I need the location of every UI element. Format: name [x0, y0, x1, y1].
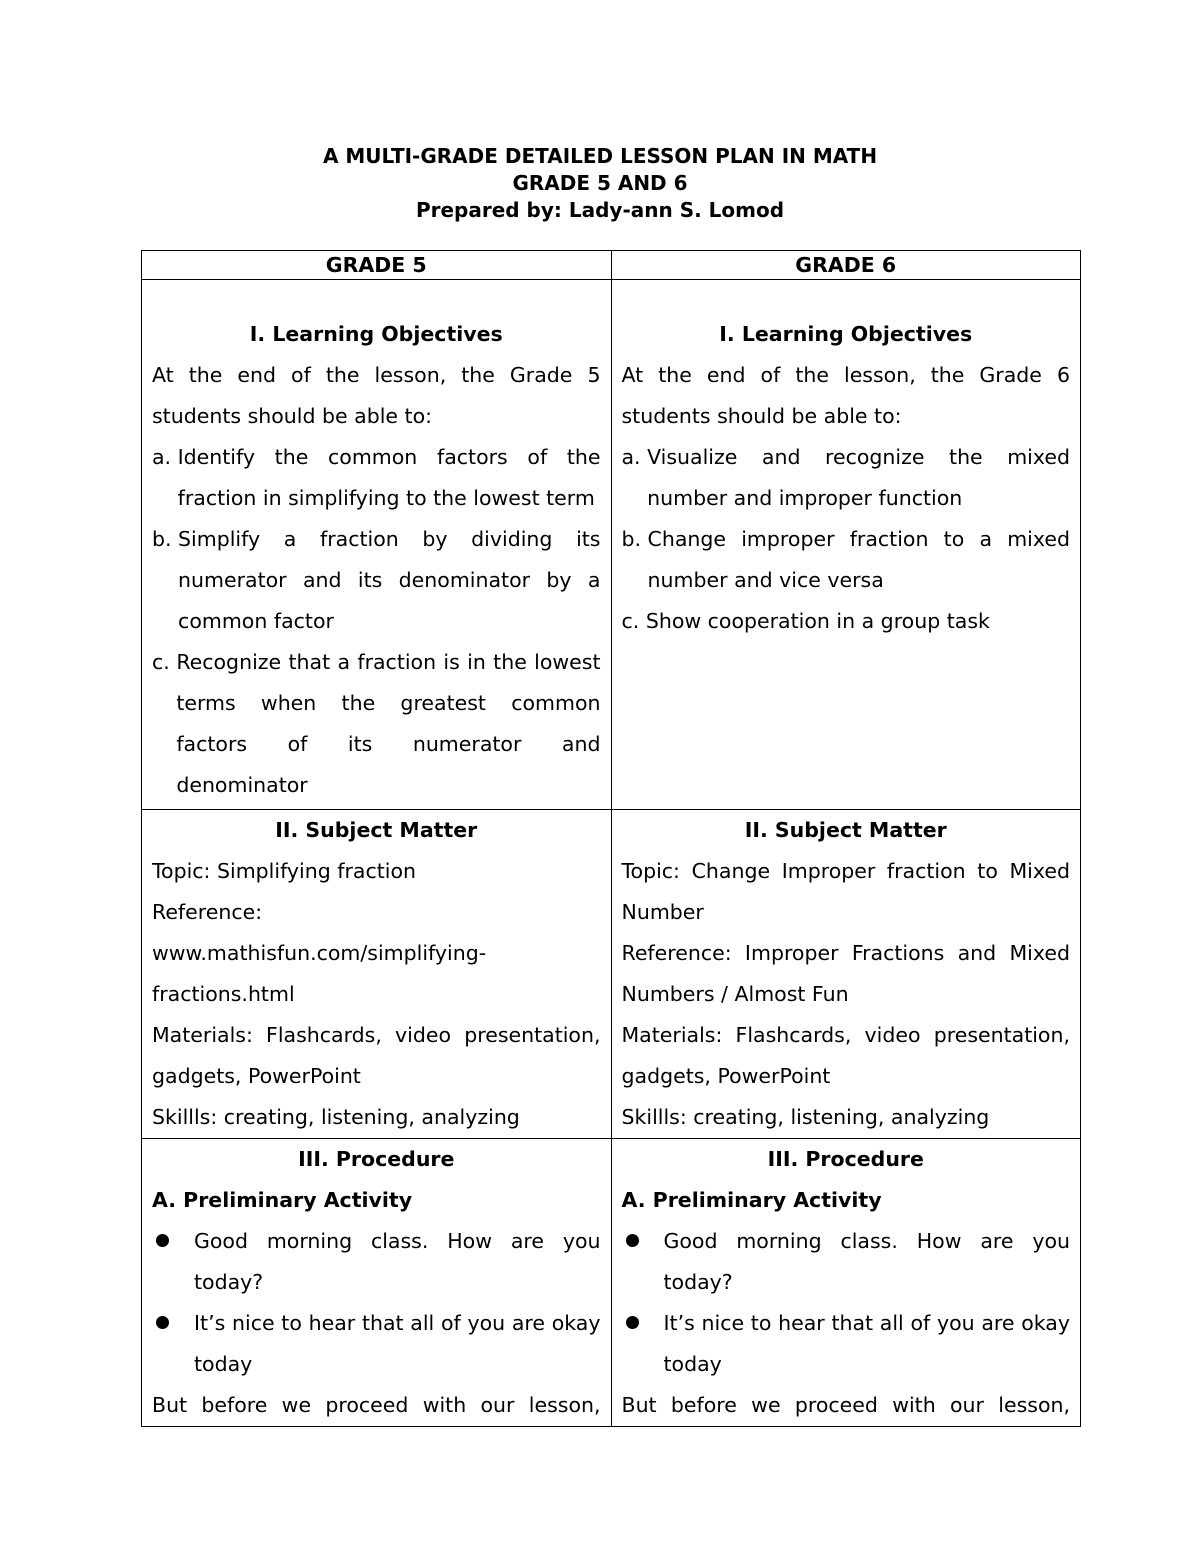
bullet-text: Good morning class. How are you today?	[663, 1229, 1070, 1294]
bullet-item	[152, 1303, 601, 1385]
objective-item	[622, 601, 1071, 642]
objective-letter: c.	[152, 650, 177, 674]
bullet-text: Good morning class. How are you today?	[194, 1229, 601, 1294]
subject-topic: Topic: Simplifying fraction	[152, 859, 417, 883]
bullet-icon	[622, 1303, 664, 1344]
bullet-item	[622, 1303, 1071, 1385]
procedure-heading: III. Procedure	[767, 1147, 924, 1171]
bullet-icon	[622, 1221, 664, 1262]
objective-letter: a.	[621, 445, 648, 469]
objective-text: Simplify a fraction by dividing its numerator and its denominator by a common factor	[178, 527, 601, 633]
objective-letter: b.	[621, 527, 648, 551]
grade-6-procedure-cell	[611, 1139, 1081, 1427]
objective-item	[152, 642, 601, 806]
bullet-text: It’s nice to hear that all of you are okay today	[194, 1311, 601, 1376]
objectives-heading: I. Learning Objectives	[249, 322, 503, 346]
procedure-subheading: A. Preliminary Activity	[152, 1188, 413, 1212]
objectives-row	[142, 280, 1081, 810]
objective-item	[152, 437, 601, 519]
objective-item	[152, 519, 601, 642]
grade-6-objectives-cell	[611, 280, 1081, 810]
subject-skills: Skillls: creating, listening, analyzing	[621, 1105, 990, 1129]
document-header	[0, 143, 1200, 224]
objective-text: Recognize that a fraction is in the lowest terms when the greatest common factors of its numerator and denominator	[176, 650, 601, 797]
subject-materials: Materials: Flashcards, video presentation, gadgets, PowerPoint	[621, 1023, 1070, 1088]
objective-letter: a.	[152, 445, 178, 469]
grade-5-procedure-cell	[142, 1139, 612, 1427]
objective-text: Visualize and recognize the mixed number and improper function	[647, 445, 1070, 510]
objectives-heading: I. Learning Objectives	[719, 322, 973, 346]
subject-materials: Materials: Flashcards, video presentation, gadgets, PowerPoint	[152, 1023, 601, 1088]
grade-header-row	[142, 251, 1081, 280]
procedure-closing: But before we proceed with our lesson,	[152, 1393, 601, 1417]
objectives-intro: At the end of the lesson, the Grade 6 students should be able to:	[621, 363, 1070, 428]
grade-6-header: GRADE 6	[611, 251, 1081, 280]
bullet-text: It’s nice to hear that all of you are okay today	[663, 1311, 1070, 1376]
procedure-row	[142, 1139, 1081, 1427]
objective-item	[622, 437, 1071, 519]
procedure-heading: III. Procedure	[298, 1147, 455, 1171]
subject-reference-label: Reference:	[152, 900, 263, 924]
document-subtitle: GRADE 5 AND 6	[512, 171, 688, 195]
subject-topic: Topic: Change Improper fraction to Mixed Number	[621, 859, 1070, 924]
objective-letter: b.	[152, 527, 179, 551]
objective-text: Identify the common factors of the fraction in simplifying to the lowest term	[177, 445, 601, 510]
bullet-icon	[152, 1221, 194, 1262]
objectives-intro: At the end of the lesson, the Grade 5 students should be able to:	[152, 363, 601, 428]
grade-5-subject-cell	[142, 810, 612, 1139]
subject-skills: Skillls: creating, listening, analyzing	[152, 1105, 520, 1129]
subject-reference-url: www.mathisfun.com/simplifying-fractions.html	[152, 941, 487, 1006]
subject-reference: Reference: Improper Fractions and Mixed Numbers / Almost Fun	[621, 941, 1070, 1006]
grade-5-header: GRADE 5	[142, 251, 612, 280]
document-title: A MULTI-GRADE DETAILED LESSON PLAN IN MATH	[322, 144, 878, 168]
bullet-icon	[152, 1303, 194, 1344]
bullet-item	[622, 1221, 1071, 1303]
subject-heading: II. Subject Matter	[275, 818, 478, 842]
objective-item	[622, 519, 1071, 601]
bullet-item	[152, 1221, 601, 1303]
lesson-plan-table	[141, 250, 1081, 1427]
objective-letter: c.	[621, 609, 646, 633]
grade-5-objectives-cell	[142, 280, 612, 810]
prepared-by: Prepared by: Lady-ann S. Lomod	[415, 198, 785, 222]
subject-matter-row	[142, 810, 1081, 1139]
procedure-closing: But before we proceed with our lesson,	[621, 1393, 1070, 1417]
objective-text: Show cooperation in a group task	[645, 609, 990, 633]
subject-heading: II. Subject Matter	[744, 818, 947, 842]
objective-text: Change improper fraction to a mixed number and vice versa	[647, 527, 1070, 592]
grade-6-subject-cell	[611, 810, 1081, 1139]
procedure-subheading: A. Preliminary Activity	[621, 1188, 882, 1212]
